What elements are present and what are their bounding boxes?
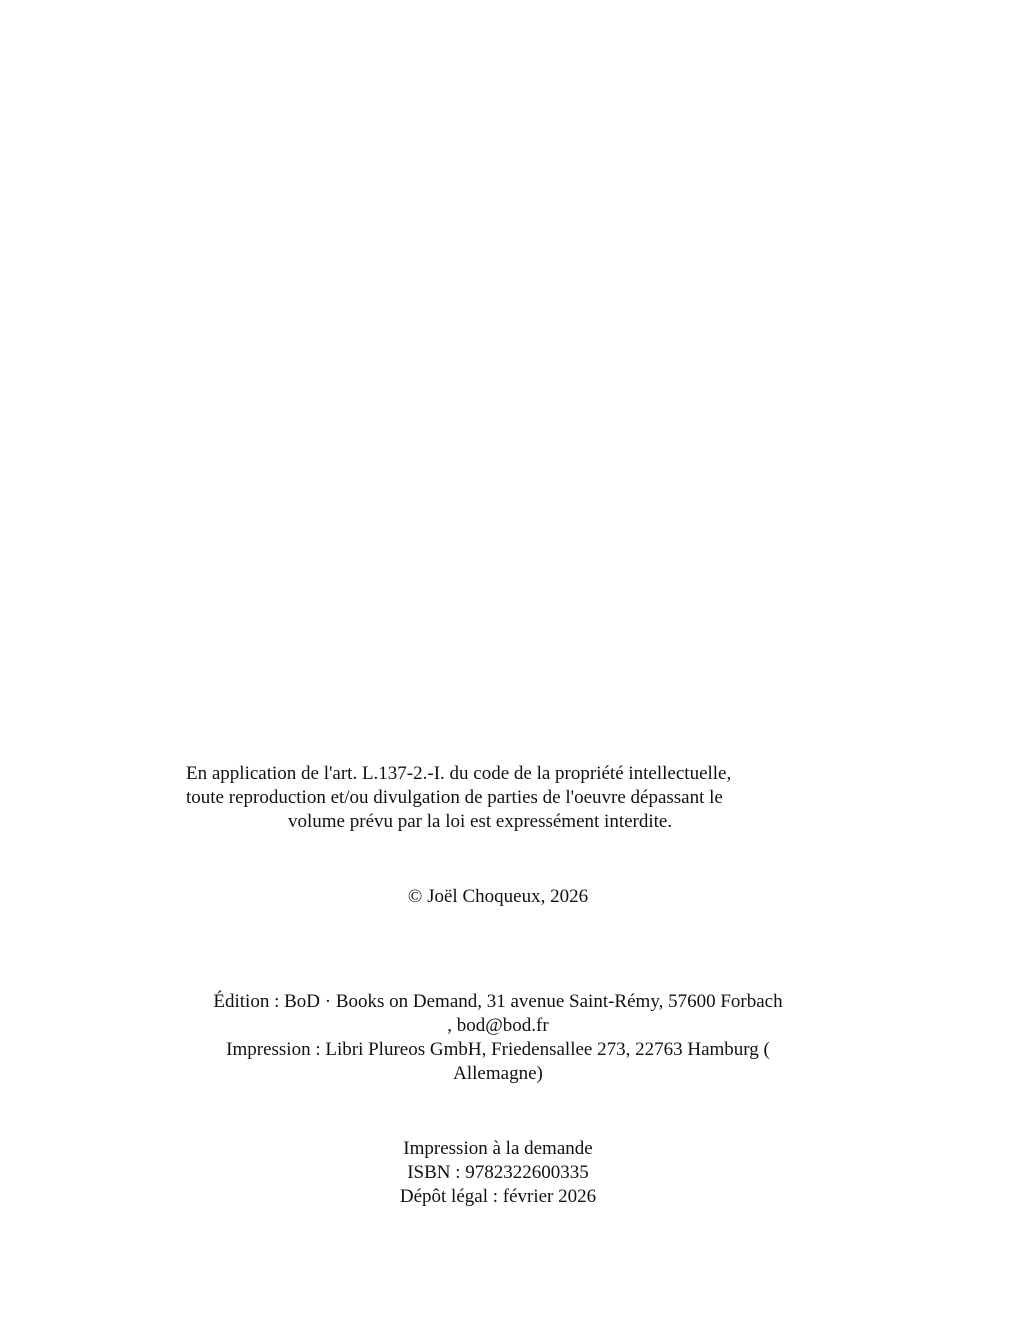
copyright-text: © Joël Choqueux, 2026 xyxy=(407,886,589,907)
edition-line-4: Allemagne) xyxy=(453,1063,543,1084)
legal-notice-line-2: toute reproduction et/ou divulgation de parties de l'oeuvre dépassant le xyxy=(186,787,723,808)
edition-line-1: Édition : BoD · Books on Demand, 31 avenue Saint-Rémy, 57600 Forbach xyxy=(213,991,783,1012)
edition-info xyxy=(0,990,996,1086)
legal-deposit: Dépôt légal : février 2026 xyxy=(399,1186,597,1207)
edition-line-3: Impression : Libri Plureos GmbH, Friedensallee 273, 22763 Hamburg ( xyxy=(226,1039,770,1060)
edition-line-2: , bod@bod.fr xyxy=(447,1015,549,1036)
legal-notice-line-1: En application de l'art. L.137-2.-I. du code de la propriété intellectuelle, xyxy=(186,763,732,784)
isbn: ISBN : 9782322600335 xyxy=(407,1162,589,1183)
print-mode: Impression à la demande xyxy=(403,1138,593,1159)
legal-notice xyxy=(186,762,826,834)
copyright-notice xyxy=(0,885,996,909)
legal-notice-line-3: volume prévu par la loi est expressément interdite. xyxy=(288,811,673,832)
print-info xyxy=(0,1137,996,1209)
